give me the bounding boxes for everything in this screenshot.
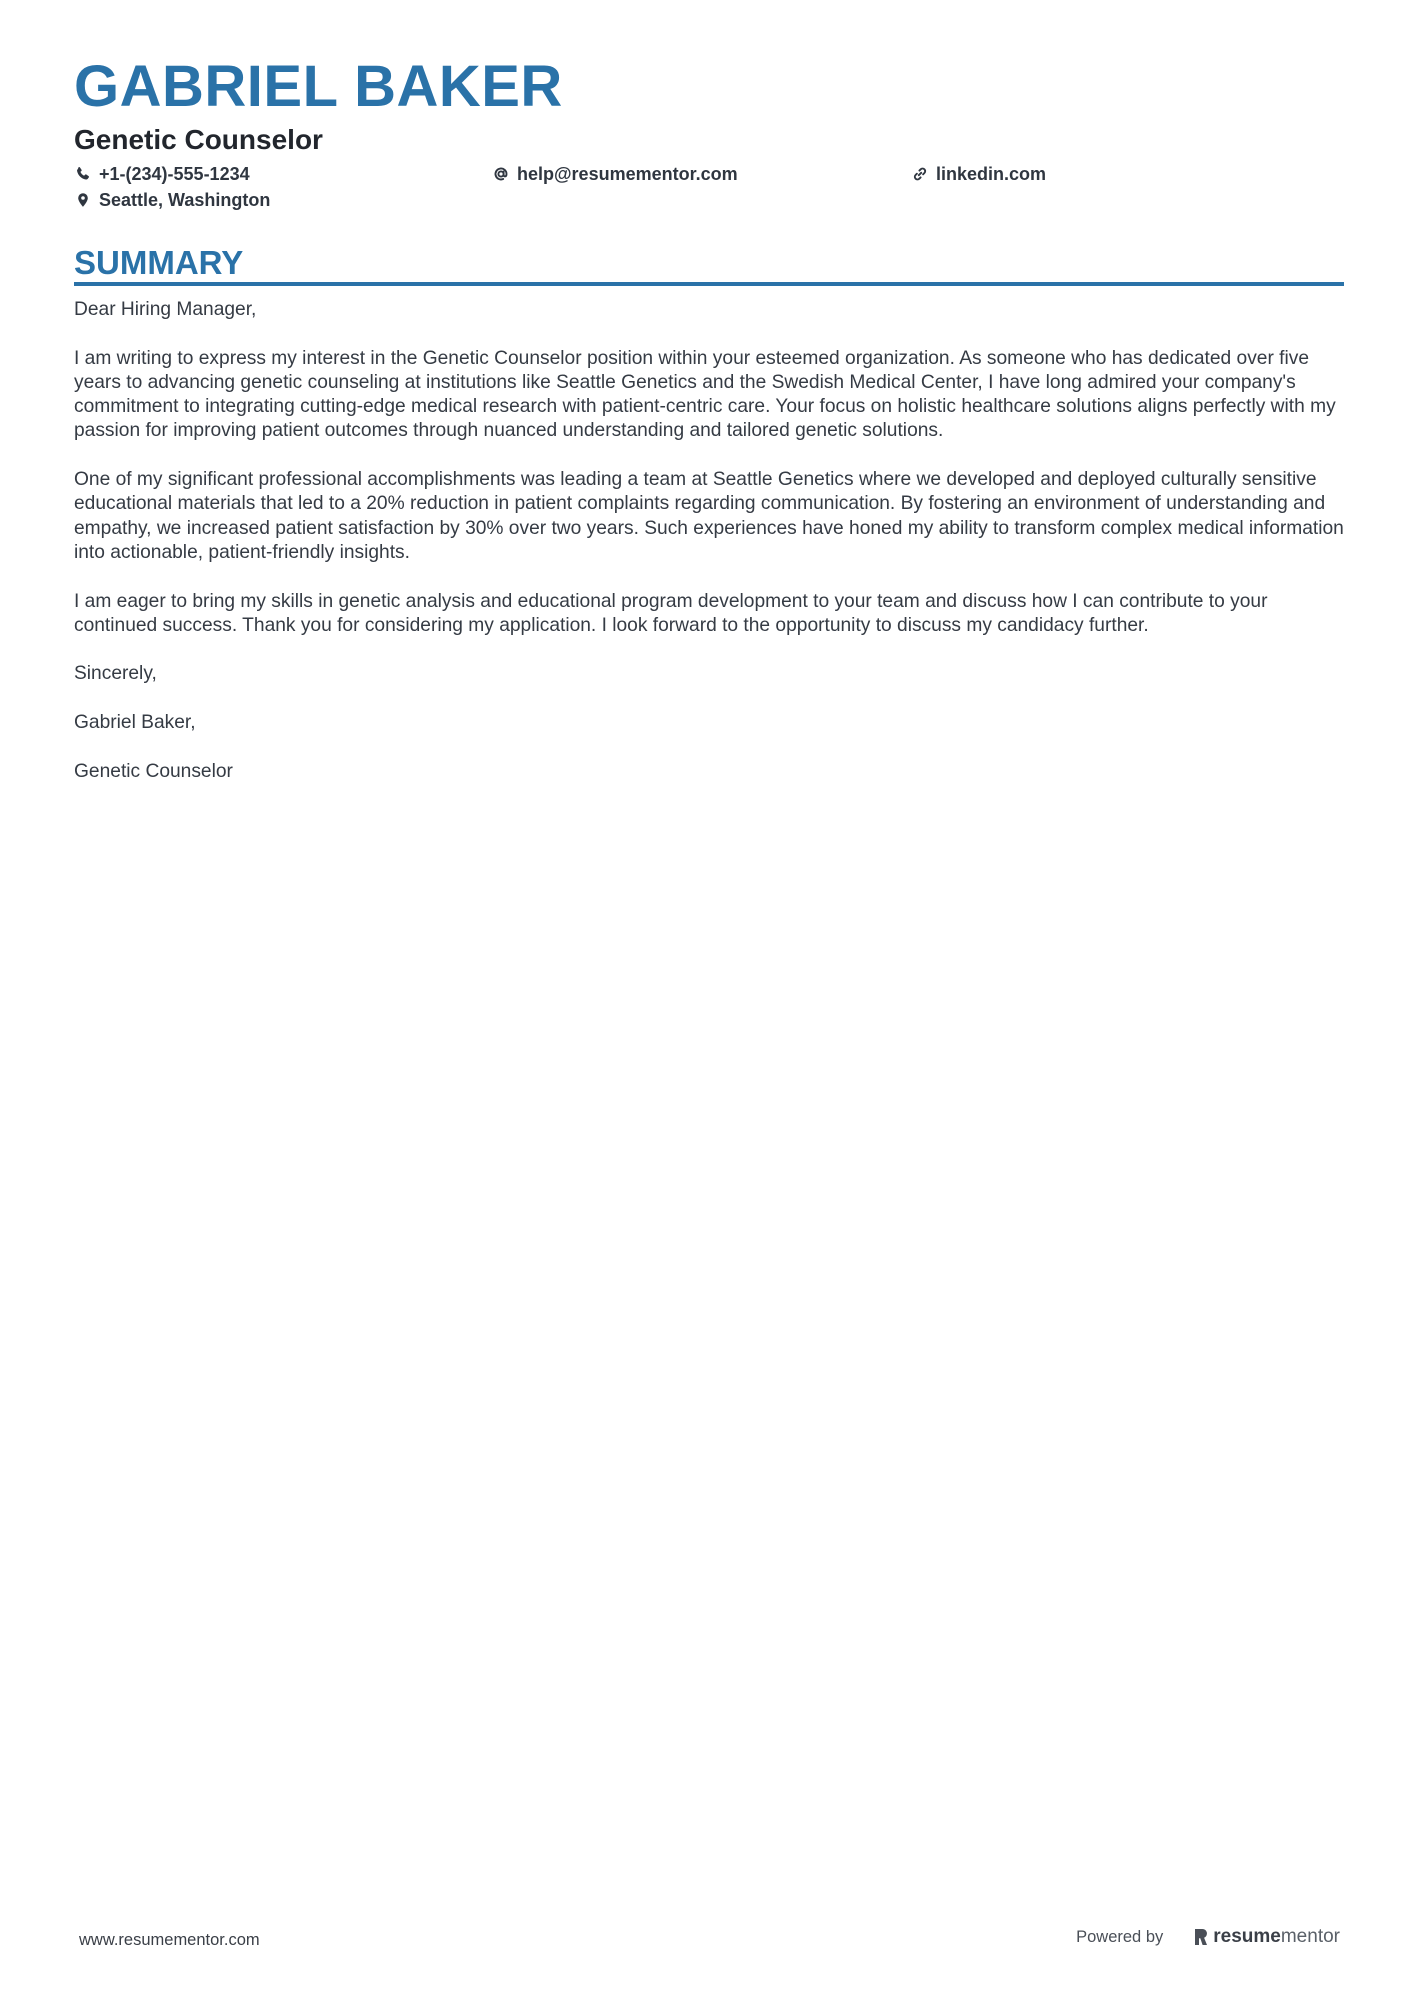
at-icon bbox=[492, 165, 510, 183]
footer-branding bbox=[1076, 1926, 1340, 1948]
email-text: help@resumementor.com bbox=[517, 164, 738, 184]
phone-text: +1-(234)-555-1234 bbox=[99, 164, 250, 184]
letter-body bbox=[74, 298, 1346, 808]
resumementor-logo[interactable] bbox=[1193, 1926, 1340, 1948]
letter-paragraph: One of my significant professional accomplishments was leading a team at Seattle Genetics where we developed and deployed culturally sensitive educational materials that led to a 20% reduction in patient complaints regarding communication. By fostering an environment of understanding and empathy, we increased patient satisfaction by 30% over two years. Such experiences have honed my ability to transform complex medical information into actionable, patient-friendly insights. bbox=[74, 469, 1344, 563]
powered-by-label: Powered by bbox=[1076, 1927, 1164, 1946]
contact-phone[interactable] bbox=[74, 165, 250, 183]
contact-location bbox=[74, 191, 270, 209]
logo-word-bold: resume bbox=[1213, 1926, 1281, 1947]
letter-signature-name: Gabriel Baker, bbox=[74, 712, 196, 734]
phone-icon bbox=[74, 165, 92, 183]
letter-closing: Sincerely, bbox=[74, 663, 157, 685]
summary-heading: SUMMARY bbox=[74, 244, 244, 281]
link-icon bbox=[911, 165, 929, 183]
section-divider bbox=[74, 282, 1344, 286]
candidate-name: GABRIEL BAKER bbox=[74, 54, 563, 119]
location-pin-icon bbox=[74, 191, 92, 209]
resumementor-logo-icon bbox=[1193, 1927, 1209, 1947]
letter-paragraph: I am writing to express my interest in the Genetic Counselor position within your esteemed organization. As someone who has dedicated over five years to advancing genetic counseling at institutions like Seattle Genetics and the Swedish Medical Center, I have long admired your company's commitment to integrating cutting-edge medical research with patient-centric care. Your focus on holistic healthcare solutions aligns perfectly with my passion for improving patient outcomes through nuanced understanding and tailored genetic solutions. bbox=[74, 347, 1336, 442]
contact-linkedin[interactable] bbox=[911, 165, 1046, 183]
contact-email[interactable] bbox=[492, 165, 738, 183]
linkedin-text: linkedin.com bbox=[936, 164, 1047, 184]
logo-word-light: mentor bbox=[1280, 1926, 1340, 1947]
letter-signature-title: Genetic Counselor bbox=[74, 760, 233, 782]
letter-paragraph: I am eager to bring my skills in genetic analysis and educational program development to your team and discuss how I can contribute to your continued success. Thank you for considering my application. I look forward to the opportunity to discuss my candidacy further. bbox=[74, 590, 1268, 636]
location-text: Seattle, Washington bbox=[99, 190, 271, 210]
letter-salutation: Dear Hiring Manager, bbox=[74, 299, 257, 320]
candidate-role: Genetic Counselor bbox=[74, 124, 323, 155]
footer-website-link[interactable]: www.resumementor.com bbox=[79, 1931, 260, 1949]
